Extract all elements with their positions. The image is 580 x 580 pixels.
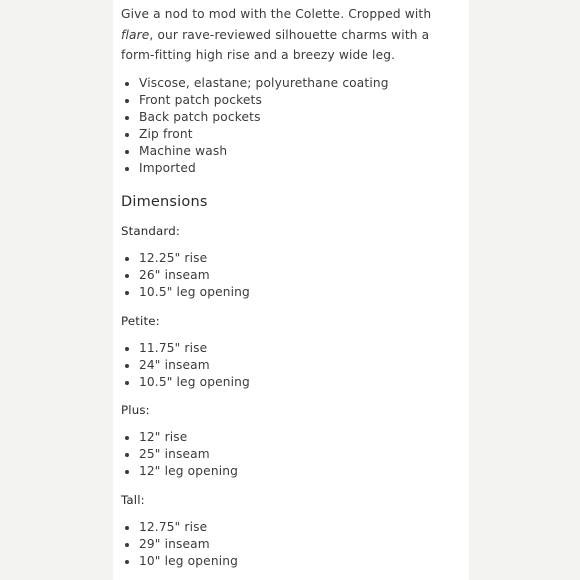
size-label-tall: Tall: — [121, 493, 145, 507]
dimension-item: 12.75" rise — [125, 519, 238, 536]
feature-item: Viscose, elastane; polyurethane coating — [125, 75, 389, 92]
intro-emphasis: flare — [121, 27, 150, 42]
size-list-standard — [125, 250, 250, 301]
dimension-item: 10.5" leg opening — [125, 374, 250, 391]
intro-text-part2: , our rave-reviewed silhouette charms with a form-fitting high rise and a breezy wide leg. — [121, 27, 430, 62]
size-list-petite — [125, 340, 250, 391]
size-label-standard: Standard: — [121, 224, 180, 238]
dimension-item: 12" leg opening — [125, 463, 238, 480]
dimension-item: 12.25" rise — [125, 250, 250, 267]
size-list-tall — [125, 519, 238, 570]
dimension-item: 24" inseam — [125, 357, 250, 374]
dimension-item: 10.5" leg opening — [125, 284, 250, 301]
feature-item: Imported — [125, 160, 389, 177]
dimension-item: 25" inseam — [125, 446, 238, 463]
dimensions-heading: Dimensions — [121, 194, 208, 210]
dimension-item: 26" inseam — [125, 267, 250, 284]
feature-item: Zip front — [125, 126, 389, 143]
size-label-petite: Petite: — [121, 314, 160, 328]
intro-text-part1: Give a nod to mod with the Colette. Cropped with — [121, 7, 432, 21]
feature-item: Machine wash — [125, 143, 389, 160]
feature-item: Back patch pockets — [125, 109, 389, 126]
dimension-item: 29" inseam — [125, 536, 238, 553]
dimension-item: 10" leg opening — [125, 553, 238, 570]
size-label-plus: Plus: — [121, 403, 150, 417]
intro-paragraph — [121, 4, 466, 66]
dimension-item: 12" rise — [125, 429, 238, 446]
size-list-plus — [125, 429, 238, 480]
feature-item: Front patch pockets — [125, 92, 389, 109]
features-list — [125, 75, 389, 177]
dimension-item: 11.75" rise — [125, 340, 250, 357]
